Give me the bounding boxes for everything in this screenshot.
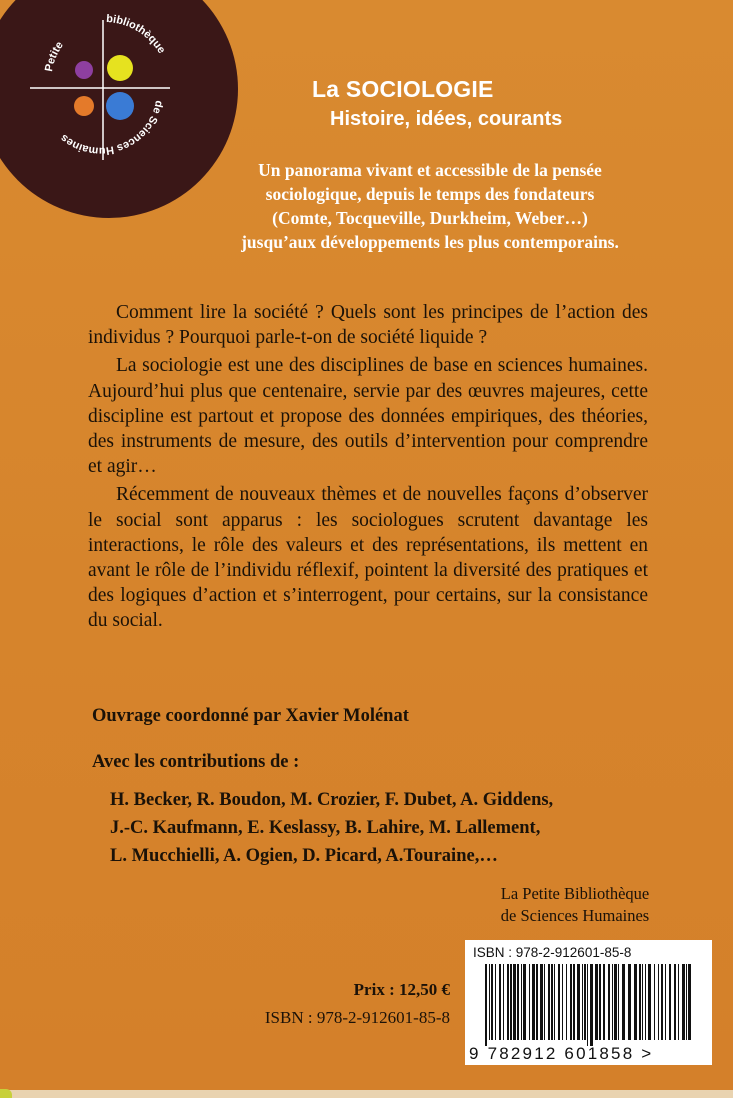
svg-text:Petite — [43, 39, 66, 72]
barcode-bar — [536, 964, 538, 1040]
barcode-bar — [639, 964, 641, 1040]
barcode-bar — [661, 964, 663, 1040]
barcode-bar — [590, 964, 593, 1046]
logo-text-bottom: de Sciences Humaines — [58, 99, 165, 157]
barcode-isbn: ISBN : 978-2-912601-85-8 — [473, 945, 632, 960]
coordination-credit: Ouvrage coordonné par Xavier Molénat — [92, 706, 409, 726]
barcode-bar — [628, 964, 631, 1040]
barcode-bar — [558, 964, 560, 1040]
price: Prix : 12,50 € — [353, 980, 450, 999]
barcode-bar — [499, 964, 501, 1040]
barcode-bar — [577, 964, 580, 1040]
description — [88, 300, 648, 634]
yellow-dot — [107, 55, 133, 81]
paragraph: Récemment de nouveaux thèmes et de nouvelles façons d’observer le social sont apparus : les sociologues scrutent davantage les interactions, le rôle des valeurs et des représentations, ils mettent en avant le rôle de l’individu réflexif, pointent la diversité des pratiques et des logiques d’action et s’interrogent, pour certains, sur la consistance du social. — [88, 484, 648, 632]
barcode-bar — [503, 964, 504, 1040]
barcode-bar — [599, 964, 601, 1040]
barcode-bar — [495, 964, 496, 1040]
barcode-bar — [669, 964, 671, 1040]
barcode-bar — [562, 964, 563, 1040]
barcode-bar — [529, 964, 530, 1040]
barcode-bar — [642, 964, 643, 1040]
barcode-bar — [523, 964, 526, 1040]
svg-text:bibliothèque — [106, 13, 168, 56]
barcode-bar — [570, 964, 572, 1040]
barcode-bar — [608, 964, 610, 1040]
barcode-bar — [665, 964, 666, 1040]
logo-text-top: bibliothèque — [105, 12, 168, 56]
barcode-bar — [582, 964, 583, 1040]
blurb-line: Un panorama vivant et accessible de la pensée — [258, 160, 602, 180]
barcode-bar — [521, 964, 522, 1040]
contributors-line: J.-C. Kaufmann, E. Keslassy, B. Lahire, M. Lallement, — [110, 818, 541, 838]
bottom-strip — [0, 1090, 733, 1098]
barcode-bar — [548, 964, 550, 1040]
barcode-bar — [618, 964, 619, 1040]
barcode-digits: 9 782912 601858 > — [469, 1044, 654, 1063]
collection-line: de Sciences Humaines — [500, 906, 650, 925]
barcode-bar — [485, 964, 487, 1046]
barcode-bar — [648, 964, 651, 1040]
orange-dot — [74, 96, 94, 116]
paragraph: La sociologie est une des disciplines de base en sciences humaines. Aujourd’hui plus que centenaire, servie par des œuvres majeures, cette discipline est partout et propose des données empiriques, des théories, des instruments de mesure, des outils d’intervention pour comprendre et agir… — [88, 355, 648, 478]
barcode-bar — [614, 964, 617, 1040]
barcode-bar — [532, 964, 535, 1040]
barcode-bar — [634, 964, 637, 1040]
contributors-list — [110, 786, 670, 870]
barcode-bar — [551, 964, 553, 1040]
barcode-bar — [645, 964, 646, 1040]
barcode-bar — [584, 964, 586, 1040]
barcode-bar — [682, 964, 685, 1040]
blurb-line: jusqu’aux développements les plus contemporains. — [241, 232, 619, 252]
barcode-bar — [566, 964, 567, 1040]
barcode-label — [465, 940, 712, 1065]
barcode-bar — [554, 964, 555, 1040]
collection-line: La Petite Bibliothèque — [500, 884, 650, 903]
corner-mark — [0, 1089, 12, 1098]
barcode-bar — [603, 964, 605, 1040]
barcode-bar — [540, 964, 543, 1040]
barcode-bar — [587, 964, 588, 1046]
isbn-text: ISBN : 978-2-912601-85-8 — [264, 1008, 450, 1027]
contributions-heading: Avec les contributions de : — [92, 752, 300, 772]
blurb — [180, 158, 680, 254]
blurb-line: (Comte, Tocqueville, Durkheim, Weber…) — [272, 208, 588, 228]
logo-text-left: Petite — [43, 39, 66, 73]
book-title: La SOCIOLOGIE — [312, 76, 494, 102]
barcode-bar — [622, 964, 625, 1040]
purple-dot — [75, 61, 93, 79]
barcode-bar — [489, 964, 490, 1040]
barcode-bar — [510, 964, 512, 1040]
barcode-bar — [678, 964, 679, 1040]
collection-name — [455, 883, 695, 927]
contributors-line: L. Mucchielli, A. Ogien, D. Picard, A.Touraine,… — [110, 846, 498, 866]
barcode-bar — [658, 964, 659, 1040]
blue-dot — [106, 92, 134, 120]
barcode-bar — [491, 964, 493, 1040]
barcode-bar — [513, 964, 516, 1040]
book-subtitle: Histoire, idées, courants — [330, 108, 563, 130]
barcode-bar — [612, 964, 613, 1040]
barcode-bar — [573, 964, 575, 1040]
barcode-bar — [674, 964, 676, 1040]
barcode-bar — [544, 964, 545, 1040]
barcode-bar — [654, 964, 655, 1040]
contributors-line: H. Becker, R. Boudon, M. Crozier, F. Dubet, A. Giddens, — [110, 790, 554, 810]
barcode-bar — [686, 964, 687, 1040]
barcode-bar — [507, 964, 509, 1040]
barcode-bar — [595, 964, 598, 1040]
paragraph: Comment lire la société ? Quels sont les principes de l’action des individus ? Pourquoi parle-t-on de société liquide ? — [88, 302, 648, 349]
blurb-line: sociologique, depuis le temps des fondateurs — [265, 184, 595, 204]
barcode-bar — [517, 964, 519, 1040]
barcode-bar — [688, 964, 691, 1040]
